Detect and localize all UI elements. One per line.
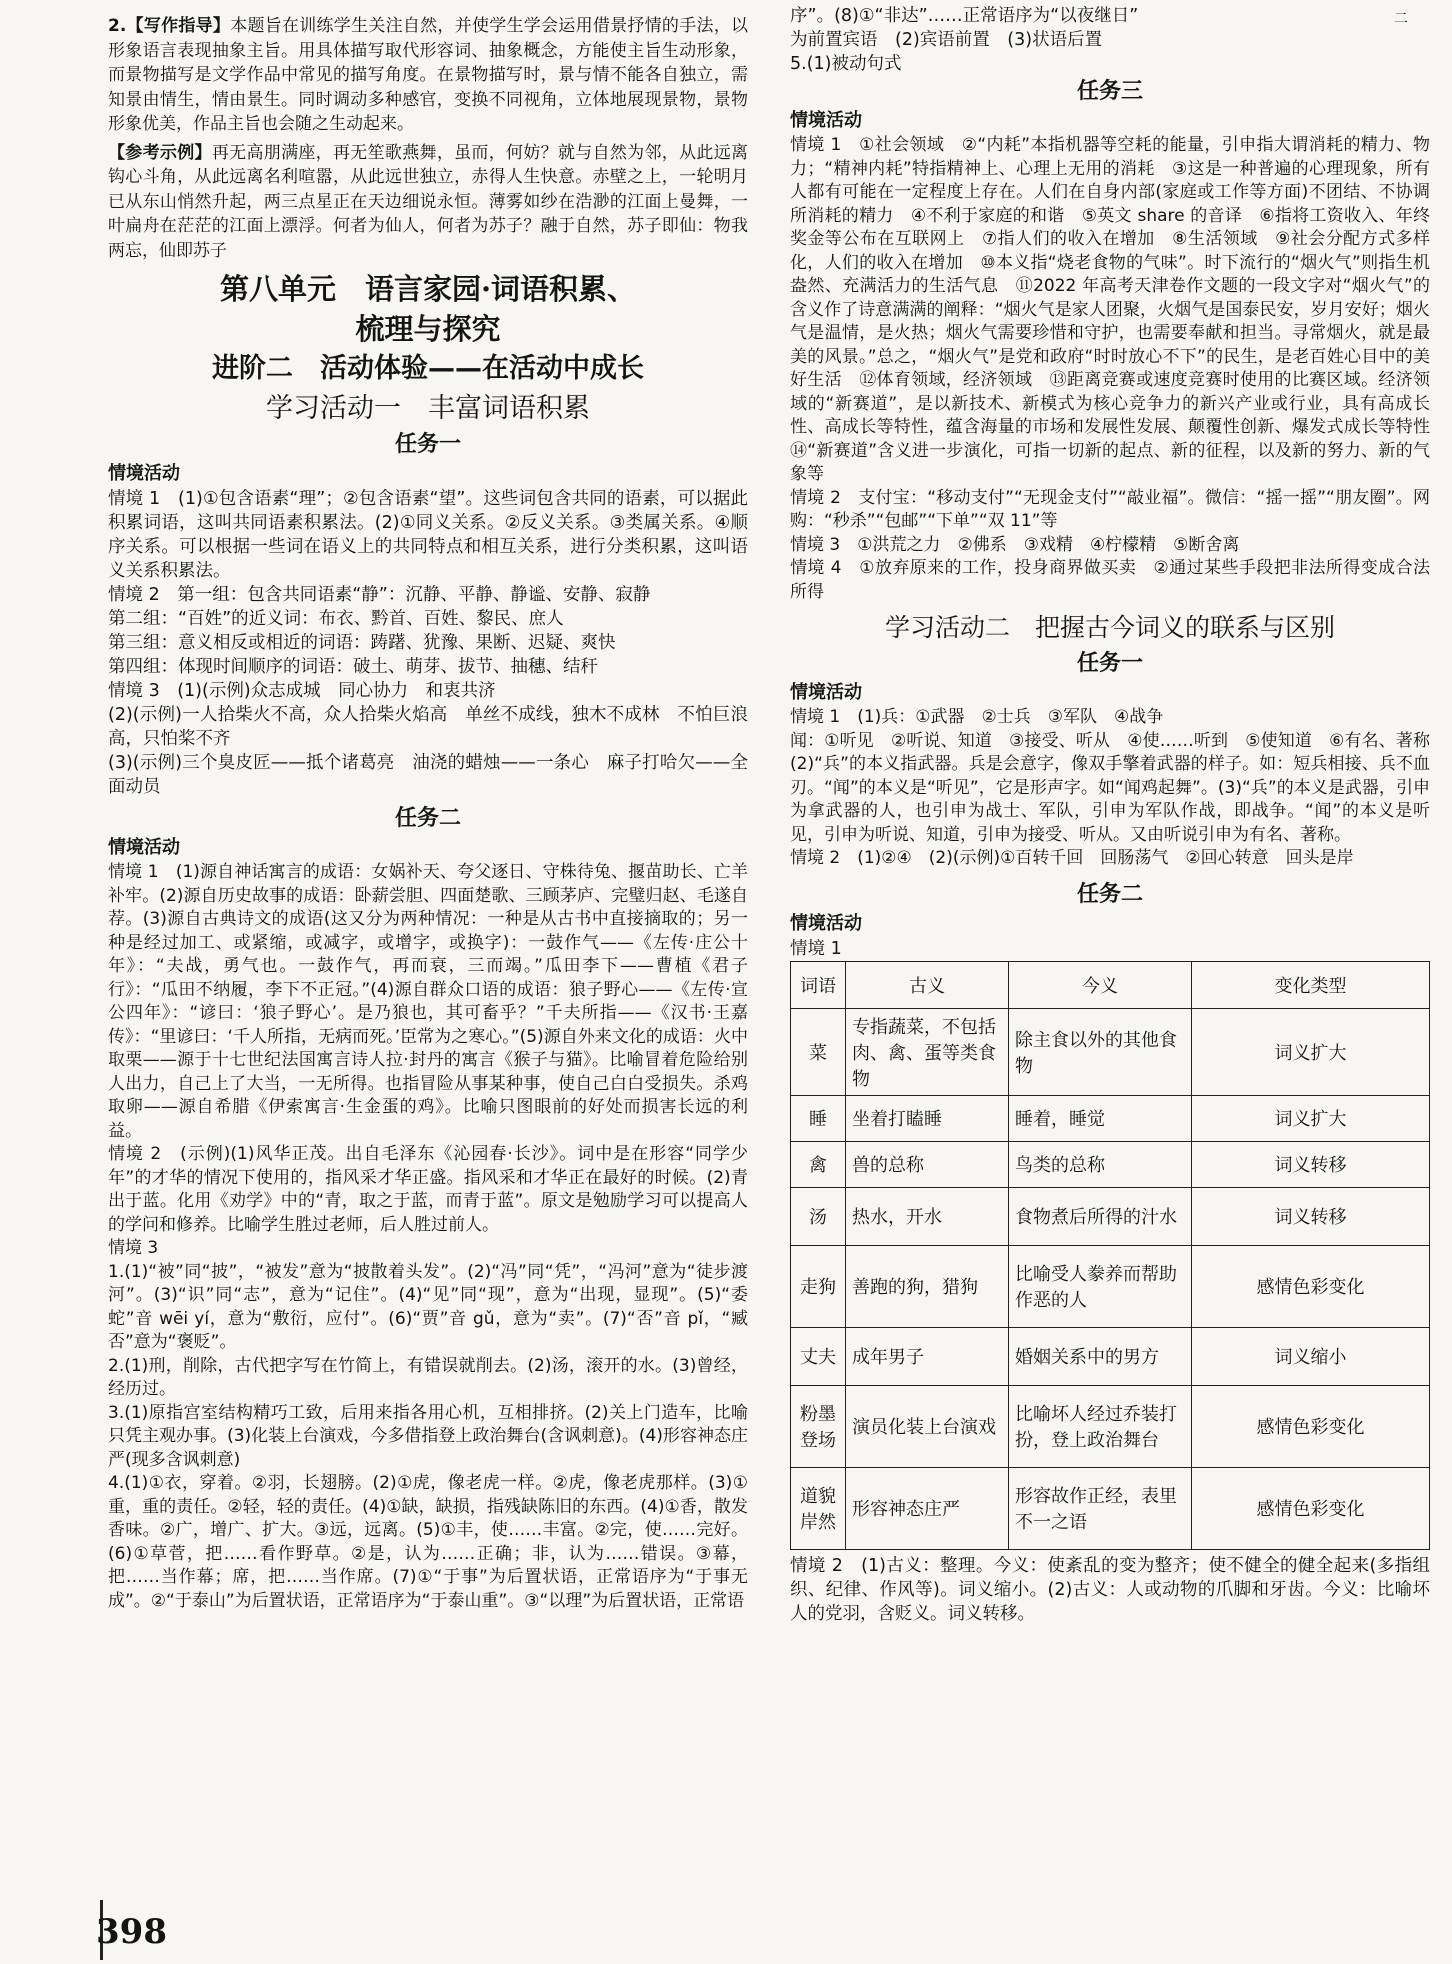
task1-para: 情境 3 (1)(示例)众志成城 同心协力 和衷共济: [108, 681, 496, 701]
a2-task1-title: 任务一: [1076, 651, 1143, 676]
sample-text: 再无高朋满座，再无笙歌燕舞，虽而，何妨？就与自然为邻，从此远离钩心斗角，从此远离名利喧嚣，从此远世独立，赤得人生快意。赤壁之上，一轮明月已从东山悄然升起，两三点星正在天边细说永恒。薄雾如纱在浩渺的江面上曼舞，一叶扁舟在茫茫的江面上漂浮。何者为仙人，何者为苏子？融于自然，苏子即仙：物我两忘，仙即苏子: [108, 142, 749, 261]
cell-ancient: 热水，开水: [846, 1187, 1009, 1245]
writing-guide: [108, 14, 748, 137]
cell-ancient: 善跑的狗，猎狗: [846, 1245, 1009, 1327]
a2-task1-section-label: 情境活动: [790, 682, 862, 703]
task1-para: 情境 1 (1)①包含语素“理”；②包含语素“望”。这些词包含共同的语素，可以据此积累词语，这叫共同语素积累法。(2)①同义关系。②反义关系。③类属关系。④顺序关系。可以根据一些词在语义上的共同特点和相互关系，进行分类积累，这叫语义关系积累法。: [108, 489, 748, 581]
cell-word: 禽: [791, 1141, 846, 1187]
sample-answer: [108, 141, 748, 264]
cell-word: 汤: [791, 1187, 846, 1245]
task1-para: (3)(示例)三个臭皮匠——抵个诸葛亮 油浇的蜡烛——一条心 麻子打哈欠——全面动员: [108, 753, 748, 797]
cell-word: 丈夫: [791, 1327, 846, 1385]
cell-word: 菜: [791, 1008, 846, 1095]
task2-title: 任务二: [394, 806, 461, 831]
left-column: [108, 14, 748, 1613]
task2-para: 3.(1)原指宫室结构精巧工致，后用来指各用心机，互相排挤。(2)关上门造车，比喻只凭主观办事。(3)化装上台演戏，今多借指登上政治舞台(含讽刺意)。(4)形容神态庄严(现多含讽刺意): [108, 1402, 748, 1470]
right-column: [790, 4, 1447, 1626]
task2-para: 2.(1)刑，削除，古代把字写在竹简上，有错误就削去。(2)汤，滚开的水。(3)曾经，经历过。: [108, 1355, 748, 1399]
table-row: [791, 1008, 1430, 1095]
header-modern: 今义: [1009, 961, 1192, 1008]
cell-type: 感情色彩变化: [1192, 1385, 1430, 1467]
cell-ancient: 坐着打瞌睡: [846, 1095, 1009, 1141]
task1-para: 第四组：体现时间顺序的词语：破土、萌芽、拔节、抽穗、结秆: [108, 657, 598, 677]
unit-title-line1: 第八单元 语言家园·词语积累、: [219, 272, 637, 306]
advance-title: 进阶二 活动体验——在活动中成长: [212, 353, 644, 384]
cell-type: 词义扩大: [1192, 1095, 1430, 1141]
writing-guide-text: 本题旨在训练学生关注自然，并使学生学会运用借景抒情的手法，以形象语言表现抽象主旨。用具体描写取代形容词、抽象概念，方能使主旨生动形象，而景物描写是文学作品中常见的描写角度。在景物描写时，景与情不能各自独立，需知景由情生，情由景生。同时调动多种感官，变换不同视角，立体地展现景物，景物形象优美，作品主旨也会随之生动起来。: [108, 16, 749, 134]
cell-ancient: 形容神态庄严: [846, 1467, 1009, 1549]
a2-task2-lead: 情境 1: [790, 938, 842, 959]
cell-word: 道貌岸然: [791, 1467, 846, 1549]
cell-modern: 鸟类的总称: [1009, 1141, 1192, 1187]
cell-type: 词义转移: [1192, 1141, 1430, 1187]
task3-section-label: 情境活动: [790, 110, 862, 131]
task1-para: 第二组：“百姓”的近义词：布衣、黔首、百姓、黎民、庶人: [108, 609, 564, 629]
task2-para: 情境 1 (1)源自神话寓言的成语：女娲补天、夸父逐日、守株待兔、揠苗助长、亡羊补牢。(2)源自历史故事的成语：卧薪尝胆、四面楚歌、三顾茅庐、完璧归赵、毛遂自荐。(3)源自古典诗文的成语(这又分为两种情况：一种是从古书中直接摘取的；另一种是经过加工、或紧缩，或减字，或增字，或换字)：一鼓作气——《左传·庄公十年》：“夫战，勇气也。一鼓作气，再而衰，三而竭。”瓜田李下——曹植《君子行》：“瓜田不纳履，李下不正冠。”(4)源自群众口语的成语：狼子野心——《左传·宣公四年》：“谚曰：‘狼子野心’。是乃狼也，其可畜乎？”千夫所指——《汉书·王嘉传》：“里谚曰：‘千人所指，无病而死。’臣常为之寒心。”(5)源自外来文化的成语：火中取栗——源于十七世纪法国寓言诗人拉·封丹的寓言《猴子与猫》。比喻冒着危险给别人出力，自己上了大当，一无所得。也指冒险从事某种事，使自己白白受损失。杀鸡取卵——源自希腊《伊索寓言·生金蛋的鸡》。比喻只图眼前的好处而损害长远的利益。: [108, 862, 748, 1141]
vocab-table: [790, 961, 1430, 1550]
cell-type: 词义缩小: [1192, 1327, 1430, 1385]
table-row: [791, 1095, 1430, 1141]
a2-task2-title: 任务二: [1076, 881, 1143, 907]
cell-word: 走狗: [791, 1245, 846, 1327]
right-top-para: 5.(1)被动句式: [790, 54, 902, 74]
activity2-title: 学习活动二 把握古今词义的联系与区别: [884, 613, 1335, 642]
activity1-title: 学习活动一 丰富词语积累: [266, 393, 590, 424]
task3-para: 情境 3 ①洪荒之力 ②佛系 ③戏精 ④柠檬精 ⑤断舍离: [790, 534, 1240, 555]
cell-type: 感情色彩变化: [1192, 1245, 1430, 1327]
table-row: [791, 1467, 1430, 1549]
a2-task2-bottom-para: 情境 2 (1)古义：整理。今义：使紊乱的变为整齐；使不健全的健全起来(多指组织、纪律、作风等)。词义缩小。(2)古义：人或动物的爪脚和牙齿。今义：比喻坏人的党羽，含贬义。词义转移。: [790, 1555, 1430, 1624]
header-word: 词语: [791, 961, 846, 1008]
sample-label: 【参考示例】: [108, 142, 212, 163]
task2-para: 1.(1)“被”同“披”，“被发”意为“披散着头发”。(2)“冯”同“凭”，“冯河”意为“徒步渡河”。(3)“识”同“志”，意为“记住”。(4)“见”同“现”，意为“出现，显现”。(5)“委蛇”音 wēi yí，意为“敷衍，应付”。(6)“贾”音 gǔ，意为“卖”。(7)“否”音 pǐ，“臧否”意为“褒贬”。: [108, 1261, 748, 1352]
cell-word: 粉墨登场: [791, 1385, 846, 1467]
a2-task2-section-label: 情境活动: [790, 912, 862, 934]
task2-para: 情境 3: [108, 1238, 159, 1258]
task3-para: 情境 4 ①放弃原来的工作，投身商界做买卖 ②通过某些手段把非法所得变成合法所得: [790, 558, 1430, 602]
table-header-row: [791, 961, 1430, 1008]
task1-para: 第三组：意义相反或相近的词语：踌躇、犹豫、果断、迟疑、爽快: [108, 633, 616, 653]
page-number: 398: [96, 1912, 167, 1952]
header-type: 变化类型: [1192, 961, 1430, 1008]
table-row: [791, 1187, 1430, 1245]
corner-mark: 二: [1394, 11, 1408, 27]
cell-modern: 睡着，睡觉: [1009, 1095, 1192, 1141]
a2-task1-para: 情境 1 (1)兵：①武器 ②士兵 ③军队 ④战争: [790, 707, 1164, 727]
cell-ancient: 专指蔬菜，不包括肉、禽、蛋等类食物: [846, 1008, 1009, 1095]
cell-modern: 食物煮后所得的汁水: [1009, 1187, 1192, 1245]
task1-para: (2)(示例)一人拾柴火不高，众人拾柴火焰高 单丝不成线，独木不成林 不怕巨浪高，只怕桨不齐: [108, 705, 748, 749]
cell-modern: 婚姻关系中的男方: [1009, 1327, 1192, 1385]
table-row: [791, 1141, 1430, 1187]
cell-modern: 形容故作正经，表里不一之语: [1009, 1467, 1192, 1549]
cell-type: 感情色彩变化: [1192, 1467, 1430, 1549]
header-ancient: 古义: [846, 961, 1009, 1008]
cell-ancient: 成年男子: [846, 1327, 1009, 1385]
cell-modern: 比喻坏人经过乔装打扮，登上政治舞台: [1009, 1385, 1192, 1467]
writing-guide-label: 2.【写作指导】: [108, 16, 231, 36]
cell-type: 词义扩大: [1192, 1008, 1430, 1095]
cell-modern: 除主食以外的其他食物: [1009, 1008, 1192, 1095]
right-top-para: 为前置宾语 (2)宾语前置 (3)状语后置: [790, 30, 1103, 50]
table-row: [791, 1327, 1430, 1385]
task1-para: 情境 2 第一组：包含共同语素“静”：沉静、平静、静谧、安静、寂静: [108, 585, 651, 605]
table-row: [791, 1245, 1430, 1327]
task3-title: 任务三: [1076, 79, 1143, 104]
task3-para: 情境 1 ①社会领域 ②“内耗”本指机器等空耗的能量，引申指大谓消耗的精力、物力；“精神内耗”特指精神上、心理上无用的消耗 ③这是一种普遍的心理现象，所有人都有可能在一定程度上存在。人们在自身内部(家庭或工作等方面)不团结、不协调所消耗的精力 ④不利于家庭的和谐 ⑤英文 share 的音译 ⑥指将工资收入、年终奖金等公布在互联网上 ⑦指人们的收入在增加 ⑧生活领域 ⑨社会分配方式多样化，人们的收入在增加 ⑩本义指“烧老食物的气味”。时下流行的“烟火气”则指生机盎然、充满活力的生活气息 ⑪2022 年高考天津卷作文题的一段文字对“烟火气”的含义作了诗意满满的阐释：“烟火气是家人团聚，火烟气是国泰民安，岁月安好；烟火气是温情，是火热；烟火气需要珍惜和守护，也需要奉献和担当。寻常烟火，就是最美的风景。”总之，“烟火气”是党和政府“时时放心不下”的民生，是老百姓心目中的美好生活 ⑫体育领域，经济领域 ⑬距离竞赛或速度竞赛时使用的比赛区域。经济领域的“新赛道”，是以新技术、新模式为核心竞争力的新兴产业或行业，具有高成长性、高成长等特性，蕴含海量的市场和发展性发展、颠覆性创新、爆发式成长等特性 ⑭“新赛道”含义进一步演化，可指一切新的起点、新的征程，以及新的努力、新的气象等: [790, 135, 1447, 484]
a2-task1-para: 情境 2 (1)②④ (2)(示例)①百转千回 回肠荡气 ②回心转意 回头是岸: [790, 848, 1354, 868]
task3-para: 情境 2 支付宝：“移动支付”“无现金支付”“敲业福”。微信：“摇一摇”“朋友圈”。网购：“秒杀”“包邮”“下单”“双 11”等: [790, 487, 1430, 531]
right-top-para: 序”。(8)①“非达”……正常语序为“以夜继日”: [790, 6, 1139, 26]
unit-title-line2: 梳理与探究: [355, 312, 501, 346]
task1-title: 任务一: [394, 432, 461, 457]
cell-word: 睡: [791, 1095, 846, 1141]
cell-ancient: 兽的总称: [846, 1141, 1009, 1187]
cell-type: 词义转移: [1192, 1187, 1430, 1245]
task2-para: 情境 2 (示例)(1)风华正茂。出自毛泽东《沁园春·长沙》。词中是在形容“同学少年”的才华的情况下使用的，指风采才华正盛。指风采和才华正在最好的时候。(2)青出于蓝。化用《劝学》中的“青，取之于蓝，而青于蓝”。原文是勉励学习可以提高人的学问和修养。比喻学生胜过老师，后人胜过前人。: [108, 1144, 748, 1235]
task2-section-label: 情境活动: [108, 837, 180, 858]
cell-modern: 比喻受人豢养而帮助作恶的人: [1009, 1245, 1192, 1327]
task2-para: 4.(1)①衣，穿着。②羽，长翅膀。(2)①虎，像老虎一样。②虎，像老虎那样。(3)①重，重的责任。②轻，轻的责任。(4)①缺，缺损，指残缺陈旧的东西。(4)①香，散发香味。②广，增广、扩大。③远，远离。(5)①丰，使……丰富。②完，使……完好。(6)①草菅，把……看作野草。②是，认为……正确；非，认为……错误。③幕，把……当作幕；席，把……当作席。(7)①“于事”为后置状语，正常语序为“于事无成”。②“于泰山”为后置状语，正常语序为“于泰山重”。③“以理”为后置状语，正常语: [108, 1473, 748, 1611]
a2-task1-para: 闻：①听见 ②听说、知道 ③接受、听从 ④使……听到 ⑤使知道 ⑥有名、著称 (2)“兵”的本义指武器。兵是会意字，像双手擎着武器的样子。如：短兵相接、兵不血刃。“闻”的本义是“听见”，它是形声字。如“闻鸡起舞”。(3)“兵”的本义是武器，引申为拿武器的人，也引申为战士、军队，引申为军队作战，即战争。“闻”的本义是听见，引申为听说、知道，引申为接受、听从。又由听说引申为有名、著称。: [790, 730, 1447, 845]
cell-ancient: 演员化装上台演戏: [846, 1385, 1009, 1467]
task1-section-label: 情境活动: [108, 463, 180, 484]
table-row: [791, 1385, 1430, 1467]
